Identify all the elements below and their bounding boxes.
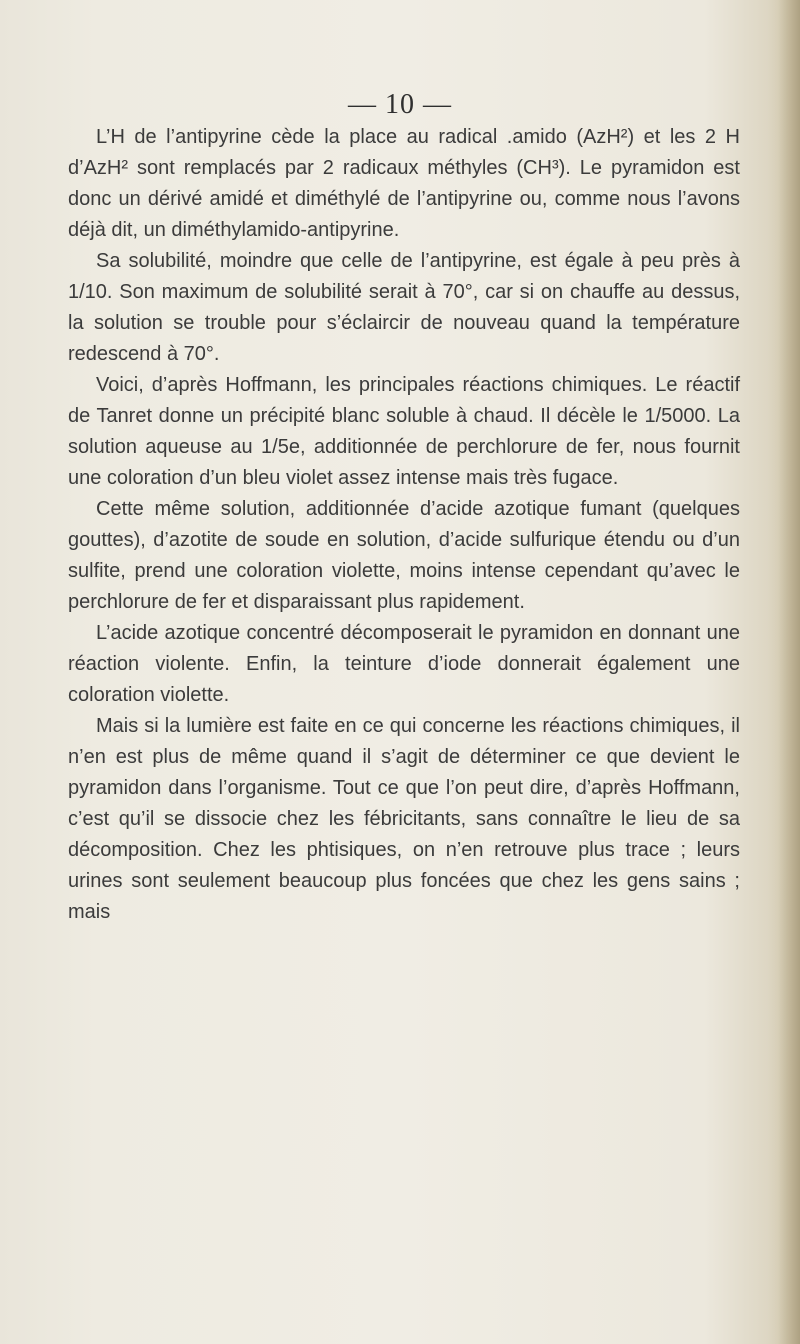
paragraph-1: L’H de l’antipyrine cède la place au radical .amido (AzH²) et les 2 H d’AzH² sont remplacés par 2 radicaux méthyles (CH³). Le pyramidon est donc un dérivé amidé et diméthylé de l’antipyrine ou, comme nous l’avons déjà dit, un diméthylamido-antipyrine. [68, 126, 740, 241]
paragraph-5: L’acide azotique concentré décomposerait le pyramidon en donnant une réaction violente. Enfin, la teinture d’iode donnerait également une coloration violette. [68, 622, 740, 706]
paragraph-4: Cette même solution, additionnée d’acide azotique fumant (quelques gouttes), d’azotite de soude en solution, d’acide sulfurique étendu ou d’un sulfite, prend une coloration violette, moins intense cependant qu’avec le perchlorure de fer et disparaissant plus rapidement. [68, 498, 740, 613]
body-text [68, 122, 740, 928]
paragraph-3: Voici, d’après Hoffmann, les principales réactions chimiques. Le réactif de Tanret donne un précipité blanc soluble à chaud. Il décèle le 1/5000. La solution aqueuse au 1/5e, additionnée de perchlorure de fer, nous fournit une coloration d’un bleu violet assez intense mais très fugace. [68, 374, 740, 489]
paragraph-6: Mais si la lumière est faite en ce qui concerne les réactions chimiques, il n’en est plus de même quand il s’agit de déterminer ce que devient le pyramidon dans l’organisme. Tout ce que l’on peut dire, d’après Hoffmann, c’est qu’il se dissocie chez les fébricitants, sans connaître le lieu de sa décomposition. Chez les phtisiques, on n’en retrouve plus trace ; leurs urines sont seulement beaucoup plus foncées que chez les gens sains ; mais [68, 715, 740, 923]
page-edge-shadow [778, 0, 800, 1344]
page-number: — 10 — [348, 89, 452, 120]
paragraph-2: Sa solubilité, moindre que celle de l’antipyrine, est égale à peu près à 1/10. Son maximum de solubilité serait à 70°, car si on chauffe au dessus, la solution se trouble pour s’éclaircir de nouveau quand la température redescend à 70°. [68, 250, 740, 365]
